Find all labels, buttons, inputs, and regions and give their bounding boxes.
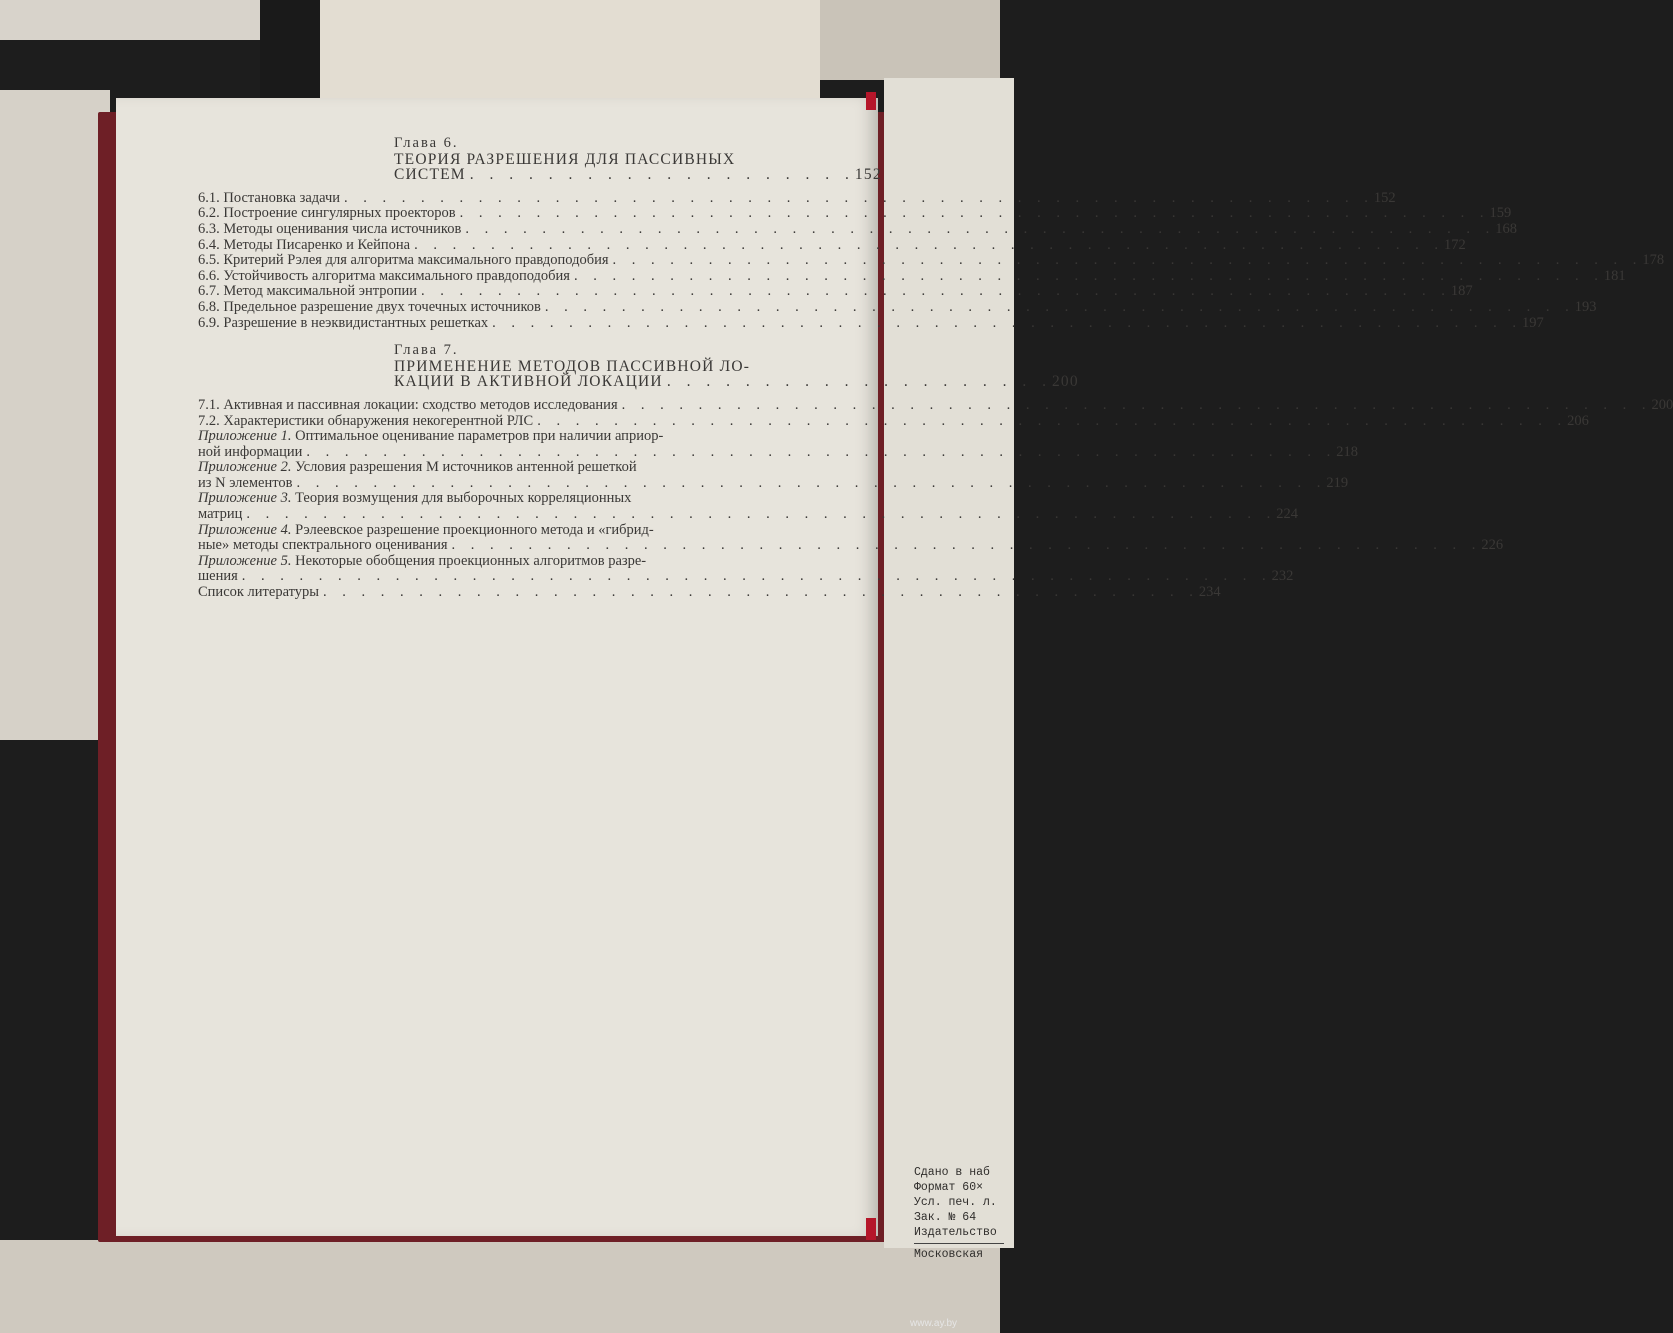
appendix-title: Теория возмущения для выборочных корреляционных xyxy=(291,490,632,507)
appendix-title: Условия разрешения M источников антенной решеткой xyxy=(291,459,637,476)
imprint-block xyxy=(914,1165,1004,1262)
leader-dots: . . . . . . . . . . . . . . . . . . . . . . . . . . . . . . . . . . . . . . . . . . . . . . . . . . . . . . xyxy=(246,506,1277,523)
leader-dots: . . . . . . . . . . . . . . . . . . . . . . . . . . . . . . . . . . . . . . . . . . . . . . . . . . . . . . xyxy=(537,412,1568,429)
appendix-label: Приложение 2. xyxy=(198,459,292,476)
page-number: 159 xyxy=(1489,205,1512,222)
leader-dots: . . . . . . . . . . . . . . . . . . . . . . . . . . . . . . . . . . . . . . . . . . . . . . . . . . . . . . xyxy=(465,220,1496,237)
page-number: 187 xyxy=(1450,283,1473,300)
entry-text: 6.3. Методы оценивания числа источников xyxy=(198,220,462,237)
entry-text: 6.9. Разрешение в неэквидистантных решетках xyxy=(198,314,489,331)
entry-text: 7.2. Характеристики обнаружения некогерентной РЛС xyxy=(198,412,534,429)
page-number: 197 xyxy=(1522,314,1544,331)
appendix-label: Приложение 4. xyxy=(198,521,292,538)
imprint-line: Сдано в наб xyxy=(914,1166,990,1179)
toc-entry xyxy=(198,236,1466,254)
imprint-line: Зак. № 64 xyxy=(914,1211,977,1224)
page-number: 200 xyxy=(1051,373,1079,391)
background-patch xyxy=(0,0,300,40)
appendix-entry xyxy=(198,474,1349,492)
entry-text: 6.1. Постановка задачи xyxy=(198,189,341,206)
leader-dots: . . . . . . . . . . . . . . . . . . . . . . . . . . . . . . . . . . . . . . . . . . . . . . . . . . . . . . xyxy=(421,283,1451,300)
leader-dots: . . . . . . . . . . . . . . . . . . . . . . . . . . . . . . . . . . . . . . . . . . . . . . xyxy=(323,584,1199,601)
chapter-7-title-line2: КАЦИИ В АКТИВНОЙ ЛОКАЦИИ xyxy=(394,373,663,391)
chapter-6-title: ТЕОРИЯ РАЗРЕШЕНИЯ ДЛЯ ПАССИВНЫХ xyxy=(394,150,736,168)
toc-entry xyxy=(198,267,1626,285)
appendix-items xyxy=(198,428,1504,585)
page-number: 193 xyxy=(1574,298,1597,315)
leader-dots: . . . . . . . . . . . . . . . . . . . . . . . . . . . . . . . . . . . . . . . . . . . . . . . . . . . . . . xyxy=(451,537,1482,554)
toc-entry xyxy=(198,314,1544,332)
entry-text: ные» методы спектрального оценивания xyxy=(198,537,448,554)
page-number: 224 xyxy=(1276,506,1299,523)
toc-entry xyxy=(198,396,1673,414)
toc-entry xyxy=(198,220,1517,238)
background-patch xyxy=(0,90,110,740)
toc-entry xyxy=(198,283,1473,300)
toc-entry xyxy=(198,205,1512,222)
table-of-contents xyxy=(198,132,1673,601)
page-number: 219 xyxy=(1326,474,1349,491)
leader-dots: . . . . . . . . . . . . . . . . . . . . . . . . . . . . . . . . . . . . . . . . . . . . . . . . . . . . . . xyxy=(296,474,1327,491)
background-patch xyxy=(300,0,820,110)
page-number: 206 xyxy=(1567,412,1589,429)
page-number: 200 xyxy=(1651,396,1673,413)
chapter-6-items xyxy=(198,189,1665,331)
appendix-label: Приложение 5. xyxy=(198,552,292,569)
entry-text: 6.6. Устойчивость алгоритма максимального правдоподобия xyxy=(198,267,570,284)
leader-dots: . . . . . . . . . . . . . . . . . . . . . . . . . . . . . . . . . . . . . . . . . . . . . . . . . . . . . . xyxy=(612,252,1643,269)
background-patch xyxy=(820,0,1000,80)
leader-dots: . . . . . . . . . . . . . . . . . . . . . . . . . . . . . . . . . . . . . . . . . . . . . . . . . . . . . . xyxy=(459,205,1490,222)
bookmark-ribbon xyxy=(866,92,876,110)
page-number: 232 xyxy=(1271,568,1294,585)
leader-dots: . . . . . . . . . . . . . . . . . . . . . . . . . . . . . . . . . . . . . . . . . . . . . . . . . . . . . . xyxy=(241,568,1272,585)
bookmark-ribbon xyxy=(866,1218,876,1240)
entry-text: 6.2. Построение сингулярных проекторов xyxy=(198,205,456,222)
chapter-6-title-line2: СИСТЕМ xyxy=(394,166,466,184)
appendix-label: Приложение 1. xyxy=(198,428,292,445)
imprint-line: Московская xyxy=(914,1248,984,1261)
leader-dots: . . . . . . . . . . . . . . . . . . . . . . . . . . . . . . . . . . . . . . . . . . . . . . . . . . . . . . xyxy=(621,396,1652,413)
leader-dots: . . . . . . . . . . . . . . . . . . . . . . . . . . . . . . . . . . . . . . . . . . . . . . . . . . . . . . xyxy=(306,443,1337,460)
leader-dots: . . . . . . . . . . . . . . . . . . . . xyxy=(666,373,1052,391)
leader-dots: . . . . . . . . . . . . . . . . . . . . . . . . . . . . . . . . . . . . . . . . . . . . . . . . . . . . . . xyxy=(414,236,1444,253)
leader-dots: . . . . . . . . . . . . . . . . . . . . . . . . . . . . . . . . . . . . . . . . . . . . . . . . . . . . . . xyxy=(492,314,1523,331)
appendix-line xyxy=(198,523,808,539)
references-entry xyxy=(198,584,1221,601)
page-number: 234 xyxy=(1198,584,1221,601)
toc-entry xyxy=(198,298,1597,316)
page-number: 178 xyxy=(1642,252,1665,269)
chapter-6-heading: Глава 6. xyxy=(394,135,459,151)
chapter-7-title-end xyxy=(198,373,1079,391)
toc-entry xyxy=(198,412,1589,430)
appendix-line xyxy=(198,460,808,476)
appendix-entry xyxy=(198,537,1504,554)
leader-dots: . . . . . . . . . . . . . . . . . . . . . . . . . . . . . . . . . . . . . . . . . . . . . . . . . . . . . . xyxy=(344,189,1374,206)
appendix-line xyxy=(198,491,808,507)
page-number: 226 xyxy=(1481,537,1504,554)
entry-text: из N элементов xyxy=(198,474,293,491)
chapter-7-heading: Глава 7. xyxy=(394,342,459,359)
leader-dots: . . . . . . . . . . . . . . . . . . . . . . . . . . . . . . . . . . . . . . . . . . . . . . . . . . . . . . xyxy=(573,267,1604,284)
imprint-line: Формат 60× xyxy=(914,1181,984,1194)
appendix-entry xyxy=(198,443,1359,461)
page-number: 218 xyxy=(1336,443,1359,460)
imprint-line: Усл. печ. л. xyxy=(914,1196,997,1209)
leader-dots: . . . . . . . . . . . . . . . . . . . . . . . . . . . . . . . . . . . . . . . . . . . . . . . . . . . . . . xyxy=(544,298,1575,315)
appendix-entry xyxy=(198,568,1294,585)
page-number: 152 xyxy=(854,166,882,184)
entry-text: 6.4. Методы Писаренко и Кейпона xyxy=(198,236,411,253)
entry-text: 7.1. Активная и пассивная локации: сходство методов исследования xyxy=(198,396,618,413)
chapter-7-items xyxy=(198,396,1673,429)
entry-text: ной информации xyxy=(198,443,303,460)
chapter-7-title: ПРИМЕНЕНИЕ МЕТОДОВ ПАССИВНОЙ ЛО- xyxy=(394,357,751,375)
toc-entry xyxy=(198,189,1396,207)
appendix-line xyxy=(198,429,808,445)
entry-text: 6.5. Критерий Рэлея для алгоритма максимального правдоподобия xyxy=(198,252,609,269)
background-patch xyxy=(0,1240,1000,1333)
leader-dots: . . . . . . . . . . . . . . . . . . . . xyxy=(469,166,855,184)
entry-text: шения xyxy=(198,568,238,585)
imprint-line: Издательство xyxy=(914,1226,997,1239)
appendix-label: Приложение 3. xyxy=(198,490,292,507)
page-number: 172 xyxy=(1443,236,1466,253)
appendix-title: Рэлеевское разрешение проекционного метода и «гибрид- xyxy=(291,521,654,538)
page-number: 181 xyxy=(1603,267,1626,284)
entry-text: матриц xyxy=(198,506,243,523)
watermark: www.ay.by xyxy=(910,1318,958,1329)
appendix-line xyxy=(198,554,808,570)
appendix-title: Некоторые обобщения проекционных алгоритмов разре- xyxy=(291,552,647,569)
page-number: 152 xyxy=(1373,189,1396,206)
page-number: 168 xyxy=(1495,220,1517,237)
entry-text: 6.7. Метод максимальной энтропии xyxy=(198,283,418,300)
references-label: Список литературы xyxy=(198,584,320,601)
chapter-6-title-end xyxy=(198,166,882,184)
toc-entry xyxy=(198,252,1665,269)
appendix-title: Оптимальное оценивание параметров при наличии априор- xyxy=(291,428,664,445)
appendix-entry xyxy=(198,506,1299,523)
entry-text: 6.8. Предельное разрешение двух точечных источников xyxy=(198,298,541,315)
